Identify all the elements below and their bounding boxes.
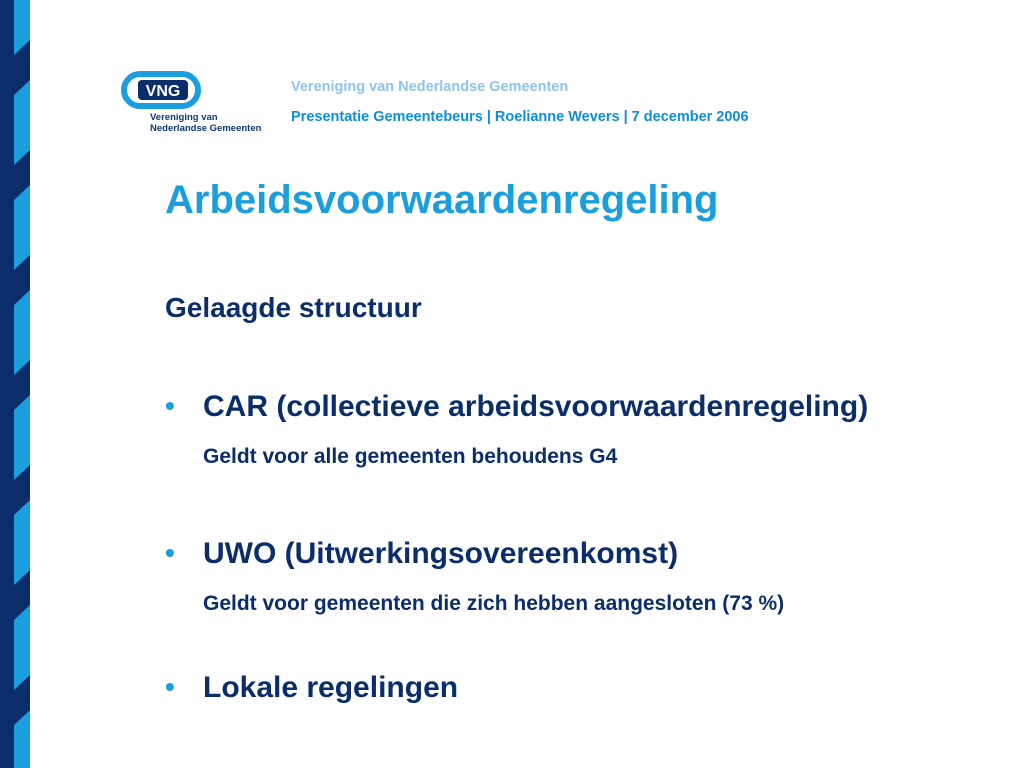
logo-subtitle-line2: Nederlandse Gemeenten xyxy=(150,123,262,134)
logo-subtitle xyxy=(150,112,261,134)
slide-title: Arbeidsvoorwaardenregeling xyxy=(165,178,719,222)
bullet-marker: • xyxy=(165,537,175,568)
header-organization: Vereniging van Nederlandse Gemeenten xyxy=(291,79,569,95)
bullet-subtext: Geldt voor gemeenten die zich hebben aangesloten (73 %) xyxy=(203,592,785,615)
bullet-text: CAR (collectieve arbeidsvoorwaardenregeling) xyxy=(203,390,869,423)
vng-logo xyxy=(114,66,264,146)
logo-subtitle-line1: Vereniging van xyxy=(150,112,218,123)
bullet-marker: • xyxy=(165,390,175,421)
bullet-subtext: Geldt voor alle gemeenten behoudens G4 xyxy=(203,445,618,468)
bullet-text: Lokale regelingen xyxy=(203,671,459,704)
slide-subtitle: Gelaagde structuur xyxy=(165,292,422,323)
bullet-text: UWO (Uitwerkingsovereenkomst) xyxy=(203,537,679,570)
side-stripe-decoration xyxy=(0,0,30,768)
bullet-marker: • xyxy=(165,671,175,702)
header-presentation-info: Presentatie Gemeentebeurs | Roelianne Wevers | 7 december 2006 xyxy=(291,109,749,125)
logo-text: VNG xyxy=(145,83,181,100)
